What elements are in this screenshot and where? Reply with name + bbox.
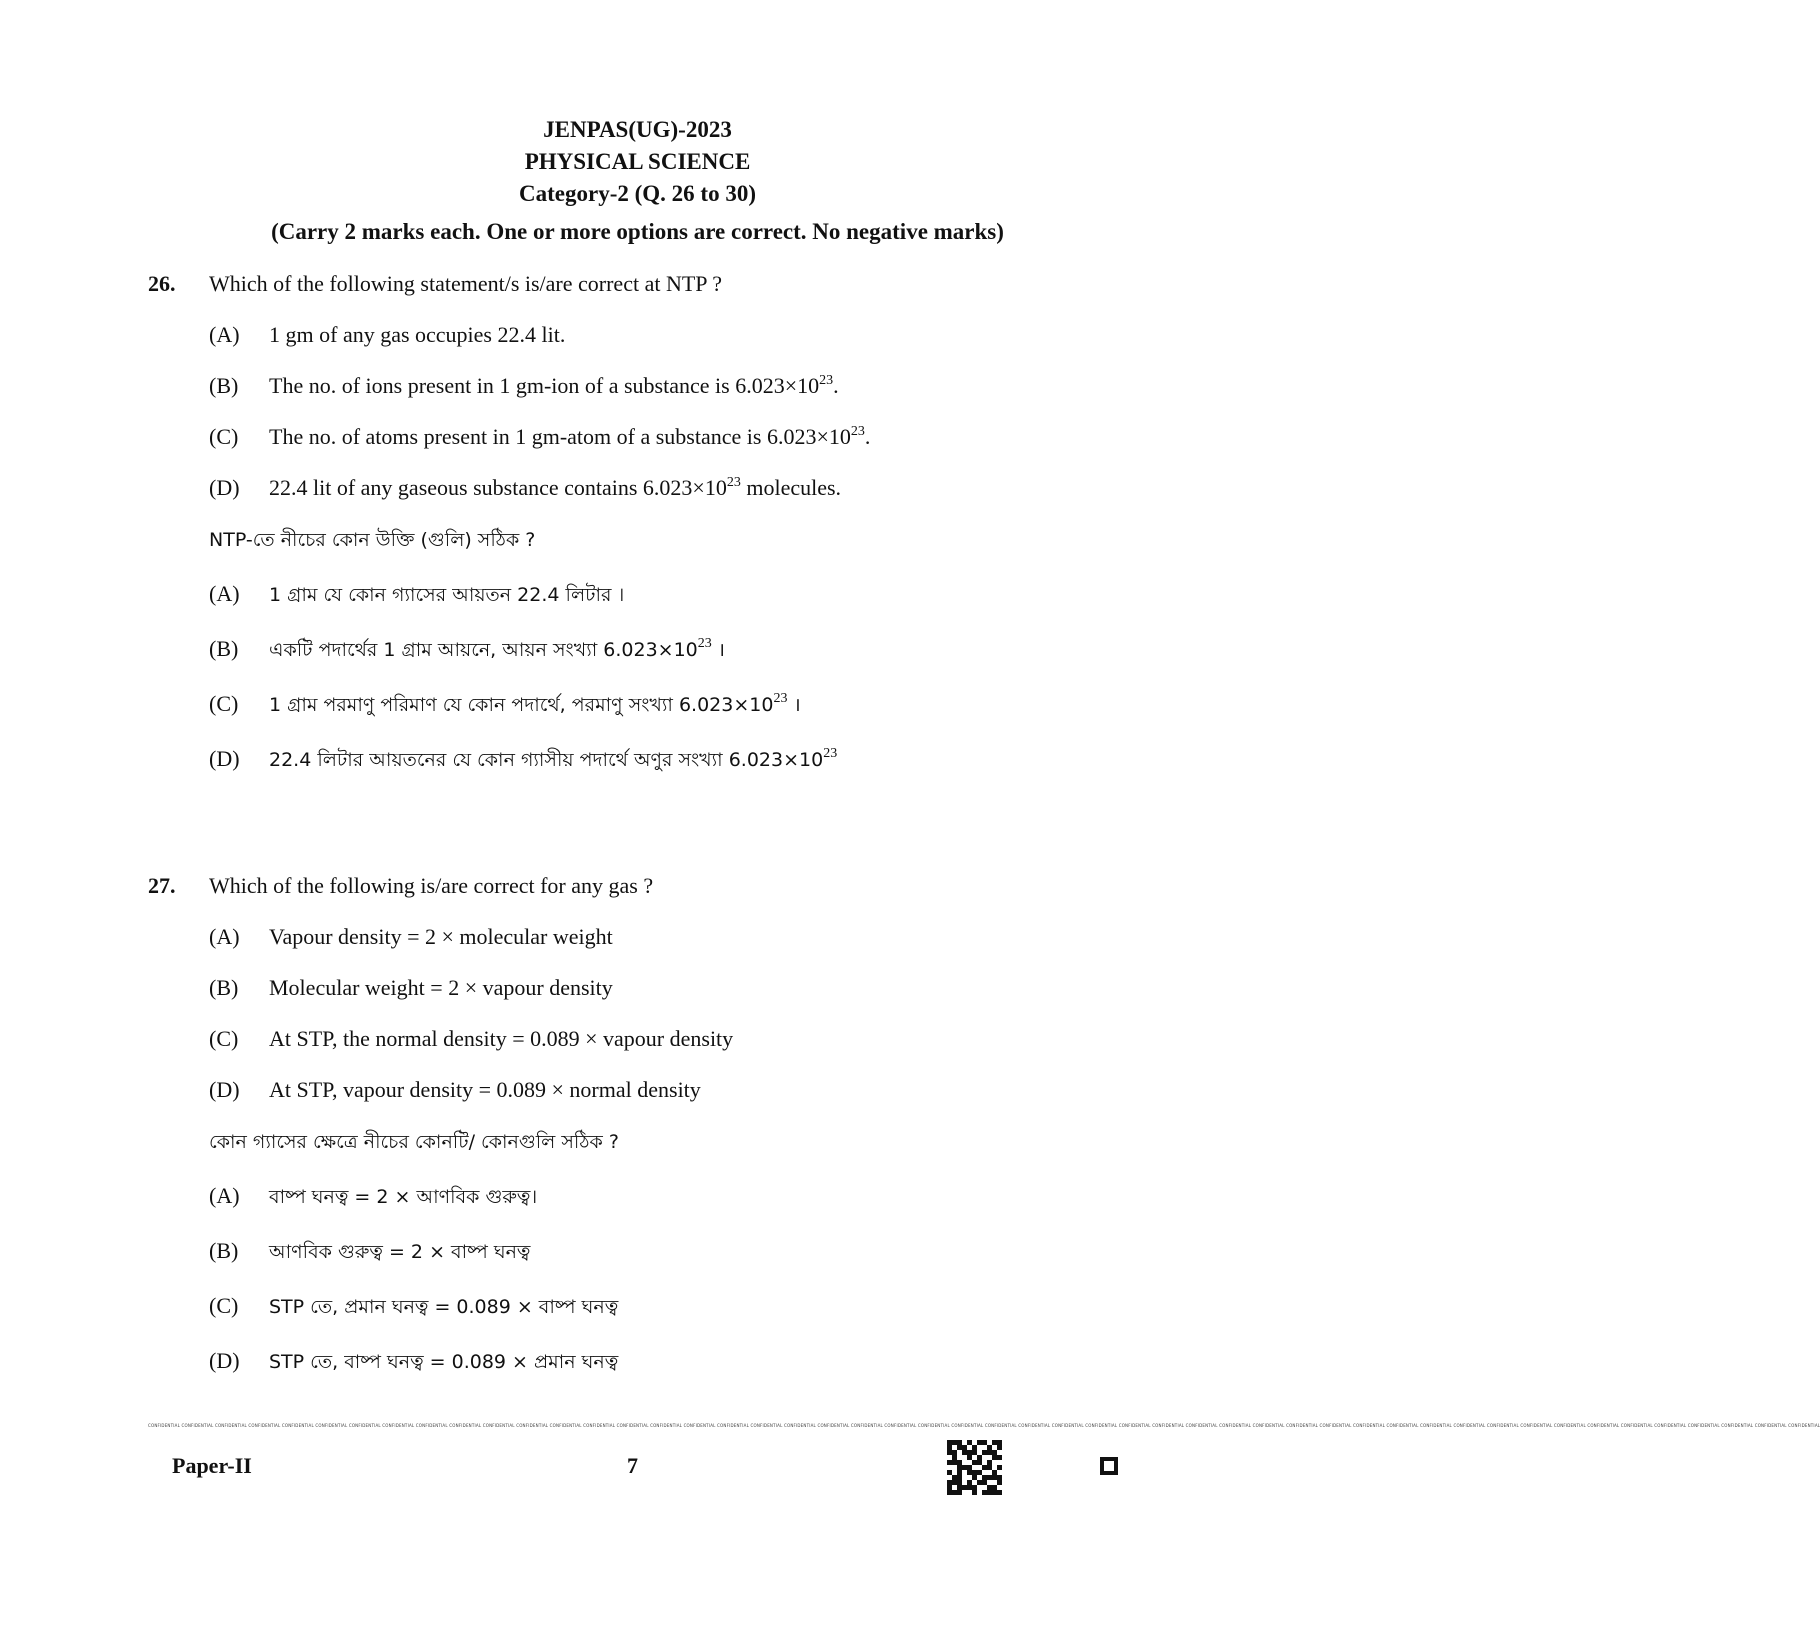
option-label: (B) — [209, 975, 239, 1000]
option-label: (D) — [209, 475, 240, 500]
question-text: Which of the following statement/s is/are correct at NTP ? — [209, 271, 722, 296]
option-text: The no. of atoms present in 1 gm-atom of a substance is 6.023×10 — [269, 424, 851, 449]
option-text: At STP, vapour density = 0.089 × normal density — [269, 1077, 701, 1102]
option-b — [209, 372, 839, 400]
option-text: 22.4 লিটার আয়তনের যে কোন গ্যাসীয় পদার্থে অণুর সংখ্যা 6.023×10 — [269, 749, 824, 771]
option-label: (A) — [209, 581, 240, 606]
option-label: (C) — [209, 1293, 239, 1318]
option-a — [209, 923, 613, 951]
option-label: (A) — [209, 322, 240, 347]
subject-title: PHYSICAL SCIENCE — [524, 149, 751, 174]
option-c — [209, 423, 870, 451]
option-text-end: । — [711, 639, 726, 661]
question-text-bengali — [209, 1127, 619, 1156]
exponent: 23 — [823, 746, 838, 761]
option-text-end: molecules. — [740, 475, 842, 500]
option-text: Vapour density = 2 × molecular weight — [269, 924, 613, 949]
confidential-strip: CONFIDENTIAL CONFIDENTIAL CONFIDENTIAL CONFIDENTIAL CONFIDENTIAL CONFIDENTIAL CONFIDENTIAL CONFIDENTIAL CONFIDENTIAL CONFIDENTIAL CONFIDENTIAL CONFIDENTIAL CONFIDENTIAL CONFIDENTIAL CONFIDENTIAL CONFIDENTIAL CONFIDENTIAL CONFIDENTIAL CONFIDENTIAL CONFIDENTIAL CONFIDENTIAL CONFIDENTIAL CONFIDENTIAL CONFIDENTIAL CONFIDENTIAL CONFIDENTIAL CONFIDENTIAL CONFIDENTIAL CONFIDENTIAL CONFIDENTIAL CONFIDENTIAL CONFIDENTIAL CONFIDENTIAL CONFIDENTIAL CONFIDENTIAL CONFIDENTIAL CONFIDENTIAL CONFIDENTIAL CONFIDENTIAL CONFIDENTIAL CONFIDENTIAL CONFIDENTIAL CONFIDENTIAL CONFIDENTIAL CONFIDENTIAL CONFIDENTIAL CONFIDENTIAL CONFIDENTIAL CONFIDENTIAL CONFIDENTIAL — [148, 1423, 1820, 1428]
category-title: Category-2 (Q. 26 to 30) — [519, 181, 756, 206]
question-text: Which of the following is/are correct for any gas ? — [209, 873, 654, 898]
option-text: 22.4 lit of any gaseous substance contains 6.023×10 — [269, 475, 727, 500]
question-number: 26. — [148, 271, 176, 296]
option-a-bengali — [209, 580, 624, 609]
option-b-bengali — [209, 1237, 530, 1266]
option-b-bengali — [209, 635, 725, 664]
option-a-bengali — [209, 1182, 537, 1211]
option-label: (C) — [209, 691, 239, 716]
exponent: 23 — [850, 424, 865, 439]
qr-code-icon — [947, 1440, 1002, 1495]
option-text: The no. of ions present in 1 gm-ion of a substance is 6.023×10 — [269, 373, 820, 398]
option-label: (B) — [209, 373, 239, 398]
option-text: Molecular weight = 2 × vapour density — [269, 975, 613, 1000]
bengali-text: NTP-তে নীচের কোন উক্তি (গুলি) সঠিক ? — [209, 529, 536, 551]
paper-label: Paper-II — [172, 1453, 252, 1478]
option-text-end: . — [864, 424, 871, 449]
option-d-bengali — [209, 1347, 618, 1376]
option-label: (C) — [209, 424, 239, 449]
option-text: STP তে, বাষ্প ঘনত্ব = 0.089 × প্রমান ঘনত্ব — [269, 1351, 619, 1373]
option-text: At STP, the normal density = 0.089 × vapour density — [269, 1026, 734, 1051]
exponent: 23 — [819, 373, 834, 388]
option-c-bengali — [209, 1292, 618, 1321]
option-c-bengali — [209, 690, 801, 719]
option-label: (D) — [209, 746, 240, 771]
option-b — [209, 974, 613, 1002]
option-a — [209, 321, 565, 349]
square-marker-icon — [1100, 1457, 1118, 1475]
exponent: 23 — [697, 636, 712, 651]
exam-title: JENPAS(UG)-2023 — [543, 117, 732, 142]
option-label: (B) — [209, 636, 239, 661]
option-d — [209, 1076, 701, 1104]
option-label: (D) — [209, 1077, 240, 1102]
option-text-end: . — [833, 373, 839, 398]
exponent: 23 — [773, 691, 788, 706]
option-text: একটি পদার্থের 1 গ্রাম আয়নে, আয়ন সংখ্যা 6.023×10 — [269, 639, 698, 661]
option-label: (C) — [209, 1026, 239, 1051]
instructions: (Carry 2 marks each. One or more options are correct. No negative marks) — [271, 219, 1004, 244]
option-text: আণবিক গুরুত্ব = 2 × বাষ্প ঘনত্ব — [269, 1241, 531, 1263]
page-number: 7 — [627, 1453, 638, 1478]
option-text-end: । — [787, 694, 801, 716]
option-text: 1 গ্রাম যে কোন গ্যাসের আয়তন 22.4 লিটার । — [269, 584, 625, 606]
option-label: (B) — [209, 1238, 239, 1263]
option-label: (A) — [209, 924, 240, 949]
bengali-text: কোন গ্যাসের ক্ষেত্রে নীচের কোনটি/ কোনগুলি সঠিক ? — [209, 1131, 619, 1153]
option-text: 1 গ্রাম পরমাণু পরিমাণ যে কোন পদার্থে, পরমাণু সংখ্যা 6.023×10 — [269, 694, 774, 716]
option-text: বাষ্প ঘনত্ব = 2 × আণবিক গুরুত্ব। — [269, 1186, 538, 1208]
option-text: 1 gm of any gas occupies 22.4 lit. — [269, 322, 566, 347]
option-text: STP তে, প্রমান ঘনত্ব = 0.089 × বাষ্প ঘনত্ব — [269, 1296, 619, 1318]
option-d — [209, 474, 841, 502]
option-label: (D) — [209, 1348, 240, 1373]
option-c — [209, 1025, 733, 1053]
option-label: (A) — [209, 1183, 240, 1208]
option-d-bengali — [209, 745, 837, 774]
exponent: 23 — [726, 475, 741, 490]
question-text-bengali — [209, 525, 535, 554]
question-number: 27. — [148, 873, 176, 898]
